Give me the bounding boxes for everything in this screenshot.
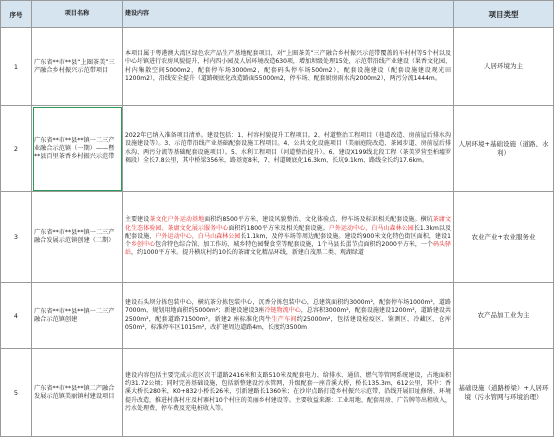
row-type: 基础设施（道路桥梁）+人居环境（污水管网与环境治理）: [454, 349, 554, 437]
row-content: [123, 106, 454, 192]
highlighted-text: 乡创中心: [131, 241, 156, 249]
row-no: 5: [1, 349, 32, 437]
table-row: [1, 28, 554, 106]
row-type: 人居环境+基础设施（道路、水利）: [454, 106, 554, 192]
content-text: 面积约1800平方米及相关配套设施。: [228, 224, 329, 232]
row-content: [123, 28, 454, 106]
content-text: ，约1000平方米。提升横坑村约10长的茶庸文化精品环线，新建白茂黑二类、观湖绿道: [131, 249, 364, 257]
highlighted-text: 户外运动中心，白马山森林公园: [155, 232, 241, 240]
table-row: [1, 192, 554, 283]
content-text: 本项目属于粤港澳大湾区绿色农产品生产基地配套项目，对“上圈茶美”三产融合乡村振兴示范带覆盖的车村村等5个村以及中心圩镇进行农房风貌提升、村内四小园及人居环境改造630项，增加坝级处理15处，示范带沿线产业建设（果香文化园、村内集散空间5000m2，配套停车场3000m2，配套码头停车场500m2），配套设施建设（配套设施建设观光田1200m2），沿线安全提升（道路硬底化改造路面55000m2，停车场、配套厨房雨水沟2000m2），两污分流1444m。: [125, 49, 451, 82]
row-no: 1: [1, 28, 32, 106]
header-no: 序号: [1, 1, 32, 28]
table-row: [1, 349, 554, 437]
row-name: 广东省**市**县**镇一二三产融合示范镇创建: [32, 283, 123, 349]
content-text: 长1.3km以及配套设施，: [125, 224, 451, 240]
highlighted-text: 冷链物流中心: [264, 307, 301, 315]
row-no: 2: [1, 106, 32, 192]
row-content: [123, 283, 454, 349]
content-text: 包含特色综合馆、加工作坊、城乡特色园餐食堂等配套设施，1个马县长蛋节点面积约2000平方米，一个: [155, 241, 433, 249]
table-row: [1, 283, 554, 349]
content-text: 长1.1km，及停车场等周边配套设施。建设约900米文化特色街区面积，建设1个: [125, 232, 451, 249]
highlighted-text: 码头驿站: [125, 241, 451, 257]
content-text: 主要建设: [125, 216, 150, 224]
highlighted-text: 户外运动中心，白马山森林公园: [328, 224, 414, 232]
highlighted-text: 生产车间: [271, 315, 297, 323]
row-content: [123, 192, 454, 283]
header-name: 项目名称: [32, 1, 123, 28]
content-text: 约25000m²，包括建设检疫区、鉴测区、冷藏区、仓库050m²，标准停车区1015m²，改扩建周边道路4m，长度约3500m: [125, 315, 451, 331]
highlighted-text: 茶文化户外运动基地: [149, 216, 205, 224]
content-text: 建设内容包括主要完成示范区次干道路2416米和支路510米及配套电力、给排水、通信、燃气等管网系统建设，占地面积约31.72公顷；同时完善基础设施，包括新整建设污水管网，升级配套一座青溪大桥，桥长135.3m，612公里，其中：香溪大桥长280米，K0+832小桥长26米，引新建路长1360米；在沙岸点路打造乡村振兴示范带，沿线开展旧址修缮、环境提升改造，推进村落村庄及村寨村10个村庄的美丽乡村建设等。主要收益来源：工业用地、配套用房、广告牌等出租收入，污水处理费、停车费及充电桩收入等。: [125, 371, 451, 412]
highlighted-text: 茶庸文化生态体验园、茶庸文化展示服务中心: [125, 216, 451, 232]
content-text: 建设石头坝分拣包装中心，横坑茶分拣包装中心，沉香分拣包装中心，总建筑面积约3000m²，配套停车场1000m²，道路7000m，规划用地面积约5000m²；新建设建设3座: [125, 298, 451, 315]
row-no: 3: [1, 192, 32, 283]
row-type: 人居环境为主: [454, 28, 554, 106]
row-name: 广东省**市**县“上圈茶美”三产融合乡村振兴示范带项目: [32, 28, 123, 106]
header-type: 项目类型: [454, 1, 554, 28]
table-header: [1, 1, 554, 28]
row-name: 广东省**市**县**镇二产融合发展示范镇美丽镇村建设项目: [32, 349, 123, 437]
content-text: 2022年已纳入准备项目清单。建设包括：1、村容村貌提升工程项目。2、村道整治工程项目（巷道改造、房前屋后排水沟设施建设等）。3、示范带沿线产业基础配套设施工程项目。4、公共文化设施项目（美丽庭院改造、茶园步道、房前屋后排水沟、两污分流等基础配套设施项目）。5、水利工程项目（河道整治提升）。6、建设X199线北段工程（茶美罗营至柏墟罗褐段）全长7.8公里，其中桥梁356米，路基宽8米，7、村道硬底化16.3km、长坑9.1km、路线全长约17.6km。: [125, 131, 451, 164]
content-text: ，总容积3000m²，配套设施建设1200m²，道路建设共2500m²，配套道路71500m²。新建2 座标准化肉牛: [125, 307, 451, 323]
content-text: 面积约8500平方米，建设风貌整治、文化体验点、停车场及标识相关配套设施。横坑: [204, 216, 433, 224]
row-no: 4: [1, 283, 32, 349]
row-content: [123, 349, 454, 437]
row-type: 农业产业+农业服务业: [454, 192, 554, 283]
row-name[interactable]: 广东省**市**县**镇一二三产业融合示范镇（一期）——暨**县百里茶香乡村振兴示范带: [32, 106, 123, 192]
row-name: 广东省**市**县**镇一二三产融合发展示范镇创建（二期）: [32, 192, 123, 283]
header-content: 建设内容: [123, 1, 454, 28]
row-type: 农产品加工业为主: [454, 283, 554, 349]
table-row: [1, 106, 554, 192]
